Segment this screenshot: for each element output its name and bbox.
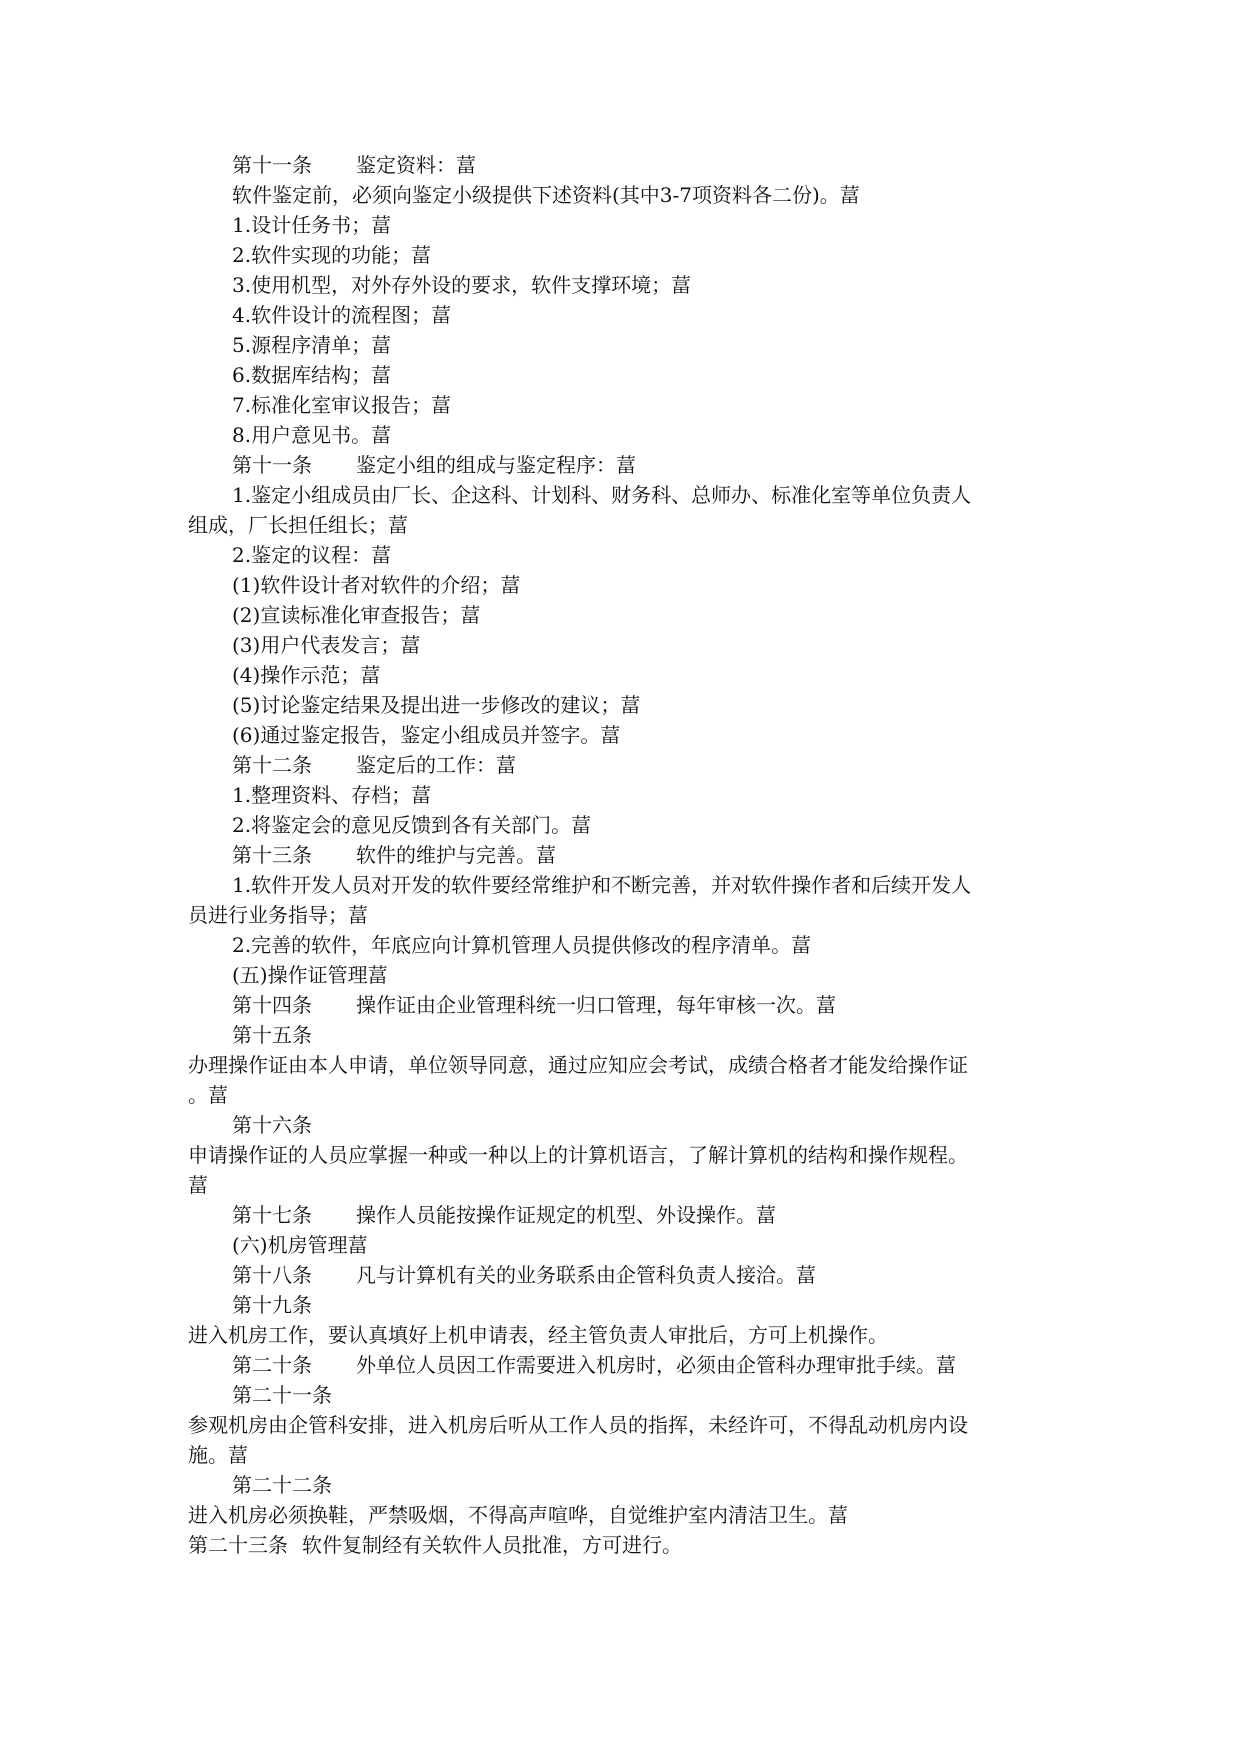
article-title: 操作证由企业管理科统一归口管理，每年审核一次。葍 [356,993,836,1017]
article-title: 凡与计算机有关的业务联系由企管科负责人接洽。葍 [356,1263,816,1287]
list-item: (3)用户代表发言；葍 [232,633,421,657]
list-item: 2.将鉴定会的意见反馈到各有关部门。葍 [232,813,592,837]
article-number: 第十五条 [232,1023,312,1047]
list-item: (2)宣读标准化审查报告；葍 [232,603,481,627]
paragraph: 参观机房由企管科安排，进入机房后听从工作人员的指挥，未经许可，不得乱动机房内设 [188,1413,968,1437]
article-number: 第十六条 [232,1113,312,1137]
paragraph: 进入机房必须换鞋，严禁吸烟，不得高声喧哗，自觉维护室内清洁卫生。葍 [188,1503,848,1527]
document-body [188,150,1058,1560]
article-title: 软件的维护与完善。葍 [356,843,556,867]
list-item: 7.标准化室审议报告；葍 [232,393,452,417]
article-number: 第十四条 [232,993,312,1017]
paragraph-continuation: 施。葍 [188,1443,248,1467]
list-item: 1.鉴定小组成员由厂长、企这科、计划科、财务科、总师办、标准化室等单位负责人 [232,483,972,507]
article-title: 鉴定小组的组成与鉴定程序：葍 [356,453,636,477]
article-heading [188,840,1058,870]
paragraph: 进入机房工作，要认真填好上机申请表，经主管负责人审批后，方可上机操作。 [188,1323,888,1347]
article-number: 第十二条 [232,753,312,777]
paragraph-continuation: 。葍 [188,1083,228,1107]
article-heading [188,450,1058,480]
article-title: 鉴定后的工作：葍 [356,753,516,777]
article-heading [188,1200,1058,1230]
article-title: 操作人员能按操作证规定的机型、外设操作。葍 [356,1203,776,1227]
list-item: 5.源程序清单；葍 [232,333,392,357]
list-item: 8.用户意见书。葍 [232,423,392,447]
article-heading [188,990,1058,1020]
article-number: 第二十二条 [232,1473,332,1497]
article-heading [188,150,1058,180]
section-heading: (六)机房管理葍 [232,1233,368,1257]
list-item: 1.软件开发人员对开发的软件要经常维护和不断完善，并对软件操作者和后续开发人 [232,873,972,897]
list-item: 1.设计任务书；葍 [232,213,392,237]
article-title: 外单位人员因工作需要进入机房时，必须由企管科办理审批手续。葍 [356,1353,956,1377]
article-title: 鉴定资料：葍 [356,153,476,177]
paragraph: 办理操作证由本人申请，单位领导同意，通过应知应会考试，成绩合格者才能发给操作证 [188,1053,968,1077]
article-heading [188,1350,1058,1380]
article-number: 第十八条 [232,1263,312,1287]
article-heading [188,1260,1058,1290]
list-item: (4)操作示范；葍 [232,663,381,687]
article-number: 第二十三条 [188,1533,288,1557]
list-item: 6.数据库结构；葍 [232,363,392,387]
list-item: (6)通过鉴定报告，鉴定小组成员并签字。葍 [232,723,621,747]
paragraph: 软件鉴定前，必须向鉴定小级提供下述资料(其中3-7项资料各二份)。葍 [232,183,860,207]
article-number: 第二十一条 [232,1383,332,1407]
paragraph-continuation: 员进行业务指导；葍 [188,903,368,927]
article-number: 第十一条 [232,153,312,177]
list-item: 2.鉴定的议程：葍 [232,543,392,567]
article-number: 第十三条 [232,843,312,867]
article-heading [188,1530,1058,1560]
paragraph-continuation: 葍 [188,1173,208,1197]
list-item: 1.整理资料、存档；葍 [232,783,432,807]
list-item: (5)讨论鉴定结果及提出进一步修改的建议；葍 [232,693,641,717]
article-number: 第十一条 [232,453,312,477]
list-item: 2.完善的软件，年底应向计算机管理人员提供修改的程序清单。葍 [232,933,812,957]
list-item: 4.软件设计的流程图；葍 [232,303,452,327]
list-item: (1)软件设计者对软件的介绍；葍 [232,573,521,597]
list-item: 3.使用机型，对外存外设的要求，软件支撑环境；葍 [232,273,692,297]
article-number: 第十七条 [232,1203,312,1227]
article-title: 软件复制经有关软件人员批准，方可进行。 [302,1533,682,1557]
list-item: 2.软件实现的功能；葍 [232,243,432,267]
article-heading [188,750,1058,780]
article-number: 第二十条 [232,1353,312,1377]
paragraph-continuation: 组成，厂长担任组长；葍 [188,513,408,537]
section-heading: (五)操作证管理葍 [232,963,388,987]
paragraph: 申请操作证的人员应掌握一种或一种以上的计算机语言，了解计算机的结构和操作规程。 [188,1143,968,1167]
article-number: 第十九条 [232,1293,312,1317]
